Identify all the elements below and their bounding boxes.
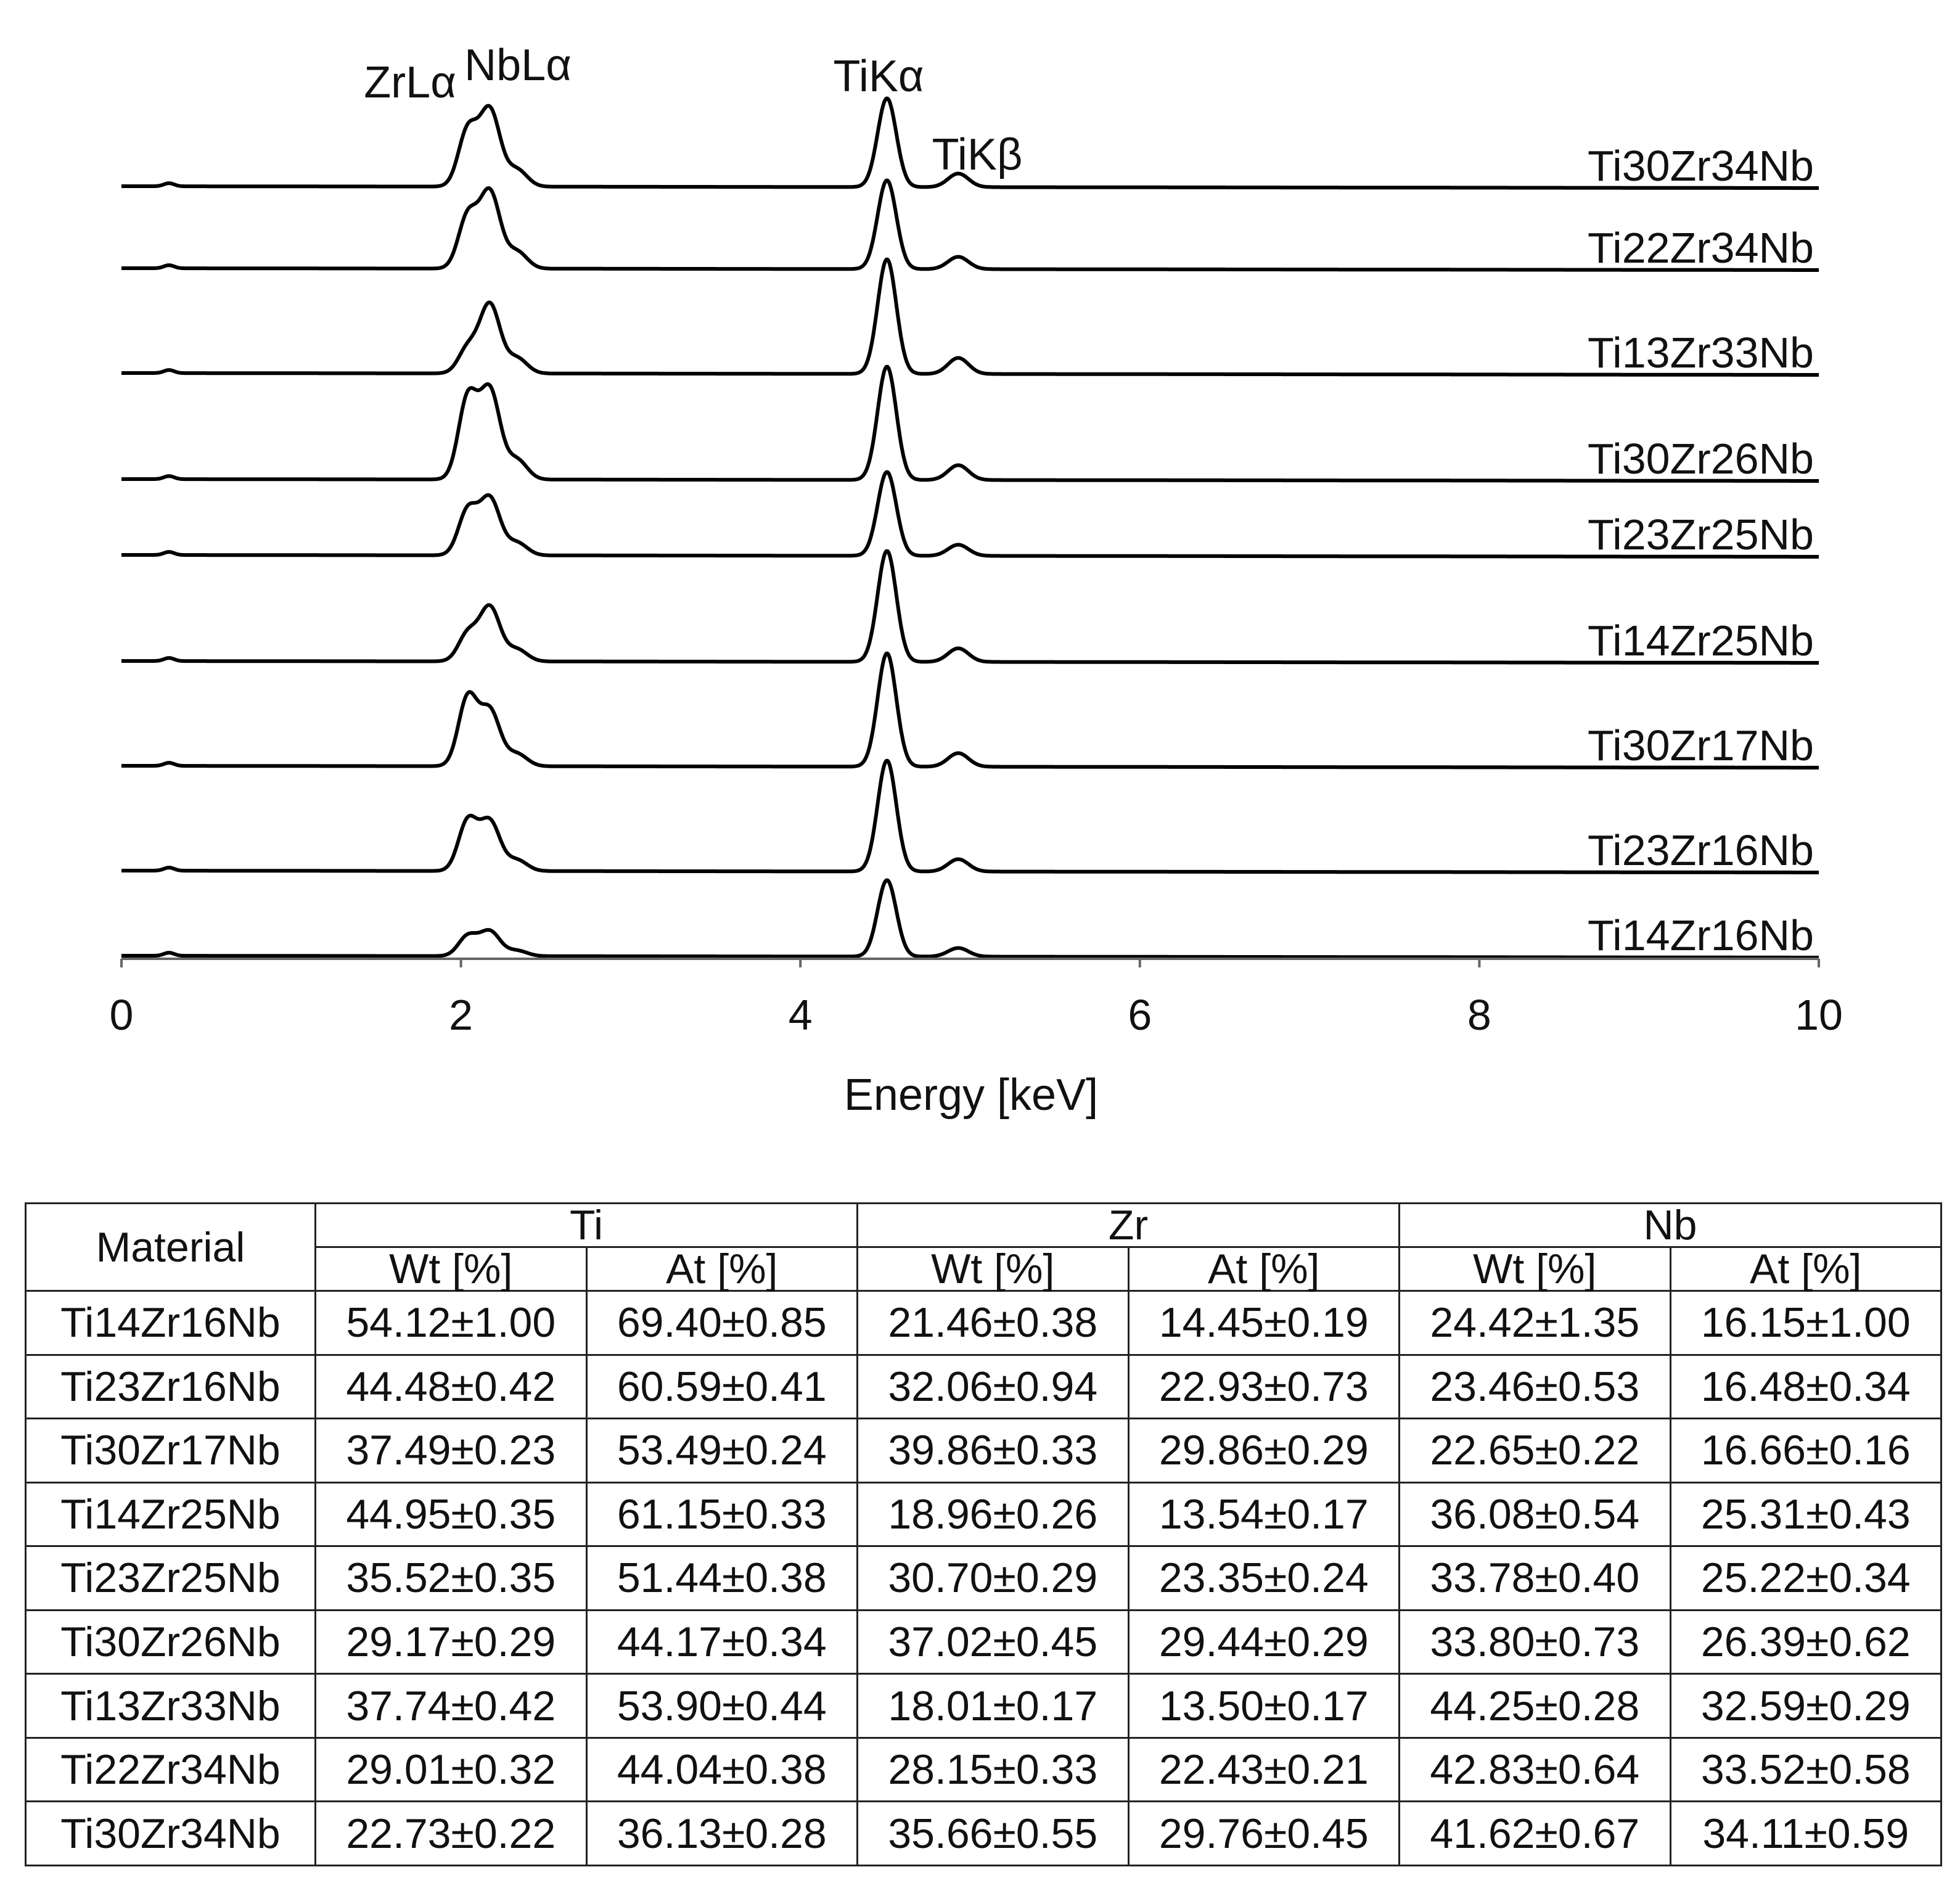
material-cell: Ti23Zr16Nb <box>26 1355 316 1419</box>
value-cell: 51.44±0.38 <box>586 1546 858 1611</box>
table-row <box>26 1355 1942 1419</box>
peak-label: NbLα <box>464 41 572 90</box>
peak-label: TiKβ <box>932 130 1023 179</box>
value-cell: 24.42±1.35 <box>1400 1291 1671 1355</box>
value-cell: 42.83±0.64 <box>1400 1738 1671 1802</box>
spectrum-line-ti13zr33nb <box>121 260 1819 375</box>
value-cell: 33.80±0.73 <box>1400 1610 1671 1674</box>
element-header-ti: Ti <box>316 1204 858 1247</box>
ti-at-header: At [%] <box>586 1247 858 1291</box>
zr-wt-header: Wt [%] <box>858 1247 1129 1291</box>
material-cell: Ti30Zr34Nb <box>26 1802 316 1866</box>
value-cell: 33.52±0.58 <box>1670 1738 1942 1802</box>
table-row <box>26 1610 1942 1674</box>
value-cell: 16.15±1.00 <box>1670 1291 1942 1355</box>
element-header-zr: Zr <box>858 1204 1400 1247</box>
ti-wt-header: Wt [%] <box>316 1247 587 1291</box>
peak-label: ZrLα <box>364 58 456 107</box>
spectra-traces <box>121 99 1819 958</box>
sample-label: Ti14Zr16Nb <box>1588 911 1814 959</box>
value-cell: 69.40±0.85 <box>586 1291 858 1355</box>
nb-wt-header: Wt [%] <box>1400 1247 1671 1291</box>
value-cell: 22.65±0.22 <box>1400 1419 1671 1483</box>
value-cell: 53.90±0.44 <box>586 1674 858 1738</box>
value-cell: 35.52±0.35 <box>316 1546 587 1611</box>
table-body <box>26 1291 1942 1866</box>
value-cell: 34.11±0.59 <box>1670 1802 1942 1866</box>
sample-label: Ti13Zr33Nb <box>1588 329 1814 377</box>
value-cell: 29.44±0.29 <box>1128 1610 1400 1674</box>
material-cell: Ti22Zr34Nb <box>26 1738 316 1802</box>
x-tick-label: 4 <box>788 991 813 1039</box>
value-cell: 33.78±0.40 <box>1400 1546 1671 1611</box>
spectrum-line-ti23zr25nb <box>121 472 1819 557</box>
value-cell: 54.12±1.00 <box>316 1291 587 1355</box>
x-tick-label: 2 <box>449 991 474 1039</box>
peak-label: TiKα <box>833 52 924 101</box>
value-cell: 18.96±0.26 <box>858 1482 1129 1546</box>
x-axis <box>110 959 1843 1039</box>
value-cell: 26.39±0.62 <box>1670 1610 1942 1674</box>
value-cell: 30.70±0.29 <box>858 1546 1129 1611</box>
value-cell: 39.86±0.33 <box>858 1419 1129 1483</box>
material-cell: Ti14Zr25Nb <box>26 1482 316 1546</box>
x-axis-label: Energy [keV] <box>843 1070 1099 1120</box>
peak-labels <box>364 41 1022 179</box>
sample-label: Ti14Zr25Nb <box>1588 617 1814 665</box>
nb-at-header: At [%] <box>1670 1247 1942 1291</box>
sample-label: Ti30Zr26Nb <box>1588 435 1814 483</box>
element-header-nb: Nb <box>1400 1204 1942 1247</box>
value-cell: 41.62±0.67 <box>1400 1802 1671 1866</box>
table-row <box>26 1546 1942 1611</box>
value-cell: 22.93±0.73 <box>1128 1355 1400 1419</box>
value-cell: 23.46±0.53 <box>1400 1355 1671 1419</box>
value-cell: 44.25±0.28 <box>1400 1674 1671 1738</box>
value-cell: 36.13±0.28 <box>586 1802 858 1866</box>
value-cell: 60.59±0.41 <box>586 1355 858 1419</box>
sample-label: Ti23Zr16Nb <box>1588 826 1814 874</box>
value-cell: 25.31±0.43 <box>1670 1482 1942 1546</box>
sample-label: Ti23Zr25Nb <box>1588 511 1814 559</box>
table-row <box>26 1419 1942 1483</box>
value-cell: 18.01±0.17 <box>858 1674 1129 1738</box>
value-cell: 22.43±0.21 <box>1128 1738 1400 1802</box>
material-cell: Ti23Zr25Nb <box>26 1546 316 1611</box>
value-cell: 32.59±0.29 <box>1670 1674 1942 1738</box>
table-row <box>26 1482 1942 1546</box>
value-cell: 44.48±0.42 <box>316 1355 587 1419</box>
value-cell: 29.01±0.32 <box>316 1738 587 1802</box>
value-cell: 36.08±0.54 <box>1400 1482 1671 1546</box>
table-row <box>26 1291 1942 1355</box>
spectrum-line-ti22zr34nb <box>121 181 1819 270</box>
x-tick-label: 10 <box>1795 991 1843 1039</box>
spectrum-line-ti30zr26nb <box>121 367 1819 481</box>
sample-labels <box>1588 142 1814 959</box>
sample-label: Ti22Zr34Nb <box>1588 224 1814 272</box>
material-cell: Ti14Zr16Nb <box>26 1291 316 1355</box>
value-cell: 53.49±0.24 <box>586 1419 858 1483</box>
sample-label: Ti30Zr34Nb <box>1588 142 1814 190</box>
value-cell: 61.15±0.33 <box>586 1482 858 1546</box>
spectrum-line-ti30zr17nb <box>121 654 1819 768</box>
spectrum-line-ti23zr16nb <box>121 761 1819 872</box>
value-cell: 44.17±0.34 <box>586 1610 858 1674</box>
value-cell: 44.95±0.35 <box>316 1482 587 1546</box>
value-cell: 32.06±0.94 <box>858 1355 1129 1419</box>
material-header: Material <box>26 1204 316 1291</box>
value-cell: 16.48±0.34 <box>1670 1355 1942 1419</box>
value-cell: 23.35±0.24 <box>1128 1546 1400 1611</box>
table-row <box>26 1738 1942 1802</box>
table-row <box>26 1674 1942 1738</box>
spectrum-line-ti14zr25nb <box>121 551 1819 663</box>
value-cell: 14.45±0.19 <box>1128 1291 1400 1355</box>
spectrum-line-ti14zr16nb <box>121 880 1819 958</box>
value-cell: 44.04±0.38 <box>586 1738 858 1802</box>
x-tick-label: 0 <box>109 991 134 1039</box>
value-cell: 25.22±0.34 <box>1670 1546 1942 1611</box>
x-tick-label: 8 <box>1467 991 1491 1039</box>
value-cell: 28.15±0.33 <box>858 1738 1129 1802</box>
value-cell: 37.02±0.45 <box>858 1610 1129 1674</box>
table-row <box>26 1802 1942 1866</box>
value-cell: 13.54±0.17 <box>1128 1482 1400 1546</box>
material-cell: Ti30Zr17Nb <box>26 1419 316 1483</box>
value-cell: 13.50±0.17 <box>1128 1674 1400 1738</box>
value-cell: 29.17±0.29 <box>316 1610 587 1674</box>
material-cell: Ti30Zr26Nb <box>26 1610 316 1674</box>
material-cell: Ti13Zr33Nb <box>26 1674 316 1738</box>
value-cell: 29.86±0.29 <box>1128 1419 1400 1483</box>
x-tick-label: 6 <box>1128 991 1152 1039</box>
value-cell: 22.73±0.22 <box>316 1802 587 1866</box>
zr-at-header: At [%] <box>1128 1247 1400 1291</box>
value-cell: 37.49±0.23 <box>316 1419 587 1483</box>
value-cell: 29.76±0.45 <box>1128 1802 1400 1866</box>
value-cell: 35.66±0.55 <box>858 1802 1129 1866</box>
table-header-row-1 <box>26 1204 1942 1247</box>
sample-label: Ti30Zr17Nb <box>1588 721 1814 769</box>
value-cell: 16.66±0.16 <box>1670 1419 1942 1483</box>
value-cell: 21.46±0.38 <box>858 1291 1129 1355</box>
value-cell: 37.74±0.42 <box>316 1674 587 1738</box>
composition-table <box>25 1202 1942 1866</box>
